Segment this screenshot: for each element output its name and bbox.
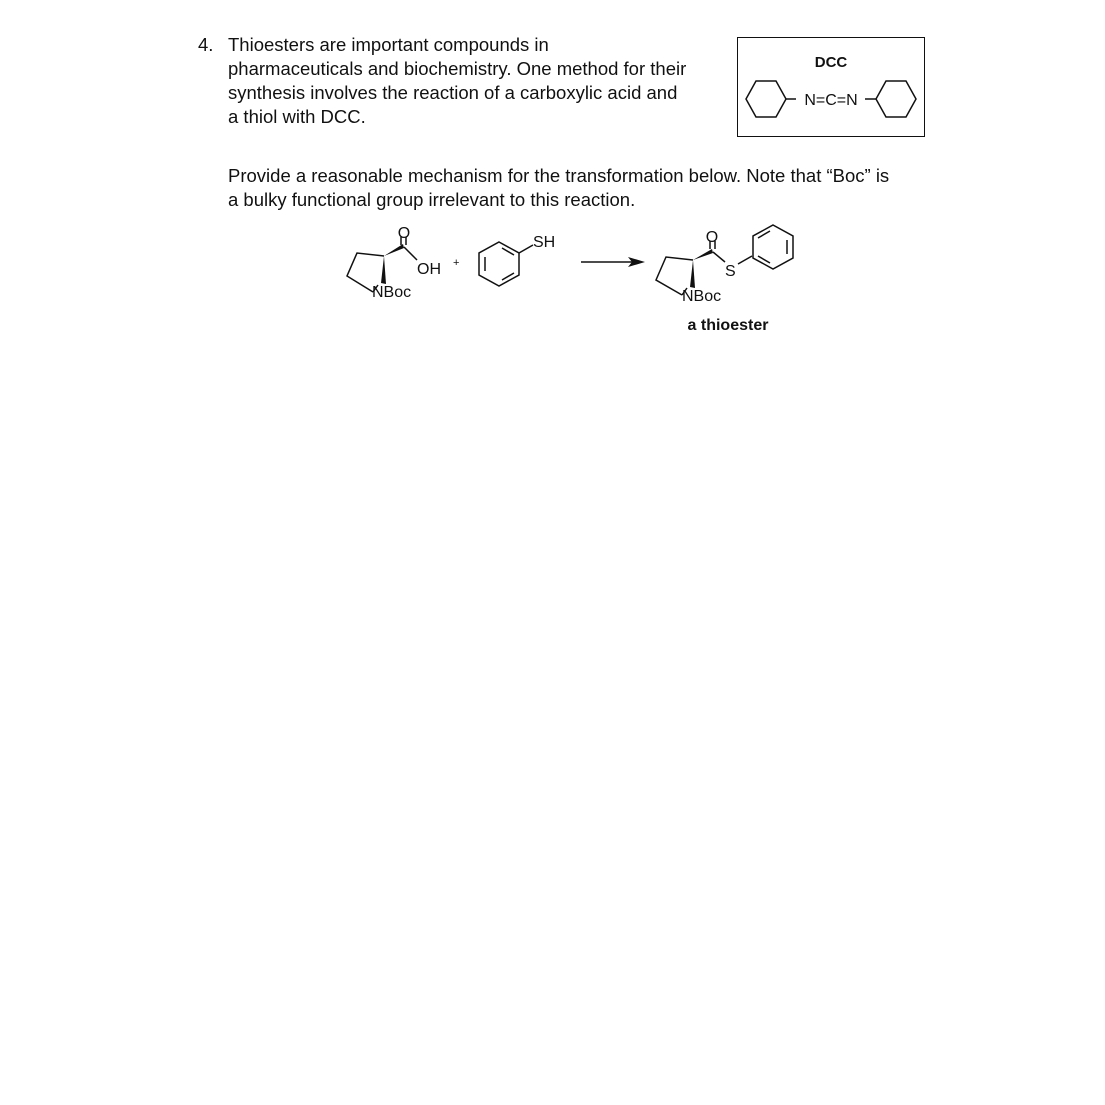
product-thioester bbox=[656, 225, 793, 305]
sulfur-label: S bbox=[725, 263, 736, 280]
reaction-scheme bbox=[0, 0, 1105, 360]
reactant-boc-proline bbox=[347, 225, 441, 301]
carbonyl-oxygen-label: O bbox=[397, 225, 411, 242]
prompt-line: a bulky functional group irrelevant to this reaction. bbox=[228, 189, 636, 210]
bond bbox=[519, 245, 533, 253]
intro-line: Thioesters are important compounds in bbox=[228, 34, 549, 55]
prompt-line: Provide a reasonable mechanism for the transformation below. Note that “Boc” is bbox=[228, 165, 890, 186]
wedge-bond bbox=[690, 260, 695, 288]
question-number: 4. bbox=[198, 34, 214, 55]
carbonyl-oxygen-label: O bbox=[705, 229, 719, 246]
bond bbox=[738, 256, 752, 264]
intro-line: synthesis involves the reaction of a carboxylic acid and bbox=[228, 82, 678, 103]
plus-sign: + bbox=[453, 257, 460, 269]
bond bbox=[713, 252, 725, 262]
carbodiimide-label: N=C=N bbox=[804, 92, 858, 109]
bond bbox=[404, 247, 417, 260]
product-caption: a thioester bbox=[687, 317, 769, 334]
hydroxyl-label: OH bbox=[417, 261, 441, 278]
reactant-thiophenol bbox=[479, 234, 555, 286]
intro-line: a thiol with DCC. bbox=[228, 106, 366, 127]
nboc-label: NBoc bbox=[372, 284, 412, 301]
thiol-label: SH bbox=[533, 234, 556, 251]
wedge-bond bbox=[693, 249, 713, 260]
wedge-bond bbox=[384, 244, 404, 256]
intro-line: pharmaceuticals and biochemistry. One method for their bbox=[228, 58, 687, 79]
reaction-arrow bbox=[581, 257, 645, 267]
wedge-bond bbox=[381, 256, 386, 284]
dcc-title: DCC bbox=[814, 54, 848, 71]
nboc-label: NBoc bbox=[682, 288, 722, 305]
